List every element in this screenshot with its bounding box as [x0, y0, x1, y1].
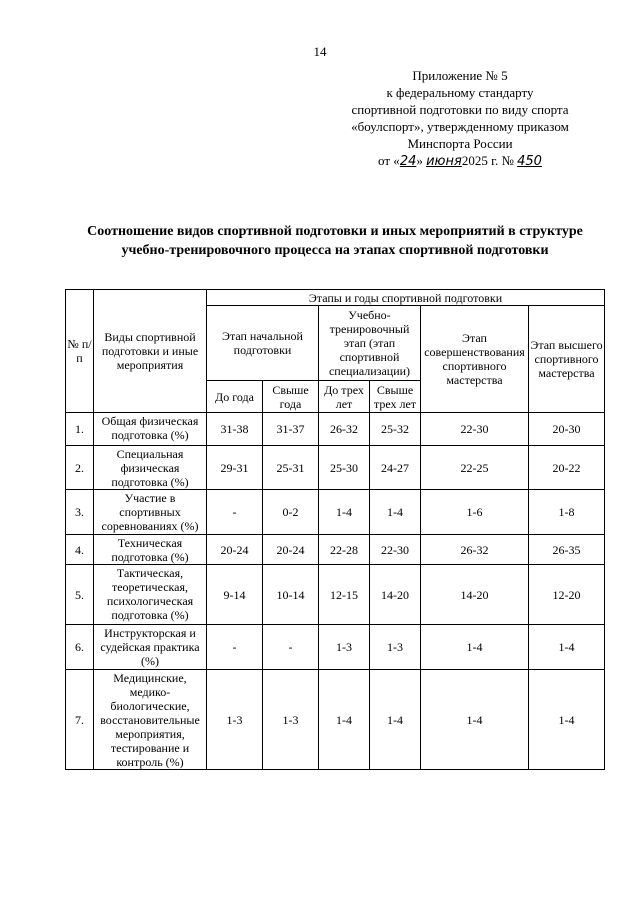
table-row: [66, 625, 605, 670]
cell-value: 1-8: [529, 490, 605, 535]
cell-value: 29-31: [207, 446, 263, 490]
row-number: 7.: [66, 670, 94, 770]
cell-value: 20-24: [207, 535, 263, 565]
header-stages-group: Этапы и годы спортивной подготовки: [207, 290, 605, 306]
title-line-1: Соотношение видов спортивной подготовки и иных мероприятий в структуре: [87, 224, 583, 239]
cell-value: 25-32: [370, 413, 421, 446]
row-label: Участие в спортивных соревнованиях (%): [94, 490, 207, 535]
header-training-stage: Учебно-тренировочный этап (этап спортивной специализации): [319, 306, 421, 381]
cell-value: 1-4: [421, 625, 529, 670]
cell-value: 0-2: [263, 490, 319, 535]
cell-value: 22-25: [421, 446, 529, 490]
row-number: 6.: [66, 625, 94, 670]
cell-value: 1-4: [319, 670, 370, 770]
cell-value: 1-4: [529, 670, 605, 770]
cell-value: 24-27: [370, 446, 421, 490]
date-year: 2025 г. №: [461, 153, 514, 168]
cell-value: 31-37: [263, 413, 319, 446]
row-label: Общая физическая подготовка (%): [94, 413, 207, 446]
table-row: [66, 413, 605, 446]
row-label: Медицинские, медико-биологические, восстановительные мероприятия, тестирование и контроль (%): [94, 670, 207, 770]
header-training-year-1: До трех лет: [319, 381, 370, 413]
cell-value: 1-3: [263, 670, 319, 770]
appendix-line: Приложение № 5: [412, 68, 508, 83]
table-row: [66, 565, 605, 625]
appendix-line: Минспорта России: [407, 136, 513, 151]
cell-value: 1-4: [529, 625, 605, 670]
header-perfection-stage: Этап совершенствования спортивного мастерства: [421, 306, 529, 413]
cell-value: 20-22: [529, 446, 605, 490]
cell-value: -: [263, 625, 319, 670]
table-row: [66, 670, 605, 770]
row-label: Инструкторская и судейская практика (%): [94, 625, 207, 670]
cell-value: 9-14: [207, 565, 263, 625]
cell-value: 14-20: [421, 565, 529, 625]
row-label: Специальная физическая подготовка (%): [94, 446, 207, 490]
cell-value: 22-28: [319, 535, 370, 565]
date-day: 24: [399, 154, 417, 169]
cell-value: 26-32: [421, 535, 529, 565]
row-number: 5.: [66, 565, 94, 625]
row-label: Техническая подготовка (%): [94, 535, 207, 565]
cell-value: 12-20: [529, 565, 605, 625]
header-training-year-2: Свыше трех лет: [370, 381, 421, 413]
cell-value: -: [207, 490, 263, 535]
appendix-line: спортивной подготовки по виду спорта: [351, 102, 569, 117]
appendix-line: «боулспорт», утвержденному приказом: [351, 119, 569, 134]
page-number: 14: [313, 44, 327, 59]
cell-value: 26-32: [319, 413, 370, 446]
cell-value: 14-20: [370, 565, 421, 625]
date-month: июня: [426, 154, 462, 169]
row-number: 4.: [66, 535, 94, 565]
cell-value: 10-14: [263, 565, 319, 625]
row-label: Тактическая, теоретическая, психологическая подготовка (%): [94, 565, 207, 625]
cell-value: 1-3: [207, 670, 263, 770]
cell-value: 1-4: [421, 670, 529, 770]
cell-value: 20-30: [529, 413, 605, 446]
row-number: 3.: [66, 490, 94, 535]
table-row: [66, 490, 605, 535]
title-line-2: учебно-тренировочного процесса на этапах спортивной подготовки: [121, 243, 549, 258]
cell-value: 1-4: [370, 490, 421, 535]
header-higher-stage: Этап высшего спортивного мастерства: [529, 306, 605, 413]
header-num: № п/п: [66, 290, 94, 413]
cell-value: -: [207, 625, 263, 670]
cell-value: 22-30: [421, 413, 529, 446]
cell-value: 12-15: [319, 565, 370, 625]
date-sep: »: [416, 153, 423, 168]
header-initial-stage: Этап начальной подготовки: [207, 306, 319, 381]
row-number: 1.: [66, 413, 94, 446]
appendix-block: [320, 67, 600, 170]
date-prefix: от «: [378, 153, 400, 168]
cell-value: 25-31: [263, 446, 319, 490]
header-initial-year-2: Свыше года: [263, 381, 319, 413]
ratio-table: [65, 289, 605, 770]
cell-value: 1-6: [421, 490, 529, 535]
cell-value: 1-4: [319, 490, 370, 535]
cell-value: 1-3: [319, 625, 370, 670]
cell-value: 25-30: [319, 446, 370, 490]
cell-value: 20-24: [263, 535, 319, 565]
cell-value: 1-3: [370, 625, 421, 670]
table-row: [66, 446, 605, 490]
order-date-line: [320, 152, 600, 170]
cell-value: 22-30: [370, 535, 421, 565]
document-title: [40, 222, 630, 260]
appendix-line: к федеральному стандарту: [386, 85, 534, 100]
row-number: 2.: [66, 446, 94, 490]
order-number: 450: [517, 154, 542, 169]
cell-value: 1-4: [370, 670, 421, 770]
cell-value: 31-38: [207, 413, 263, 446]
cell-value: 26-35: [529, 535, 605, 565]
header-initial-year-1: До года: [207, 381, 263, 413]
header-types: Виды спортивной подготовки и иные мероприятия: [94, 290, 207, 413]
table-row: [66, 535, 605, 565]
